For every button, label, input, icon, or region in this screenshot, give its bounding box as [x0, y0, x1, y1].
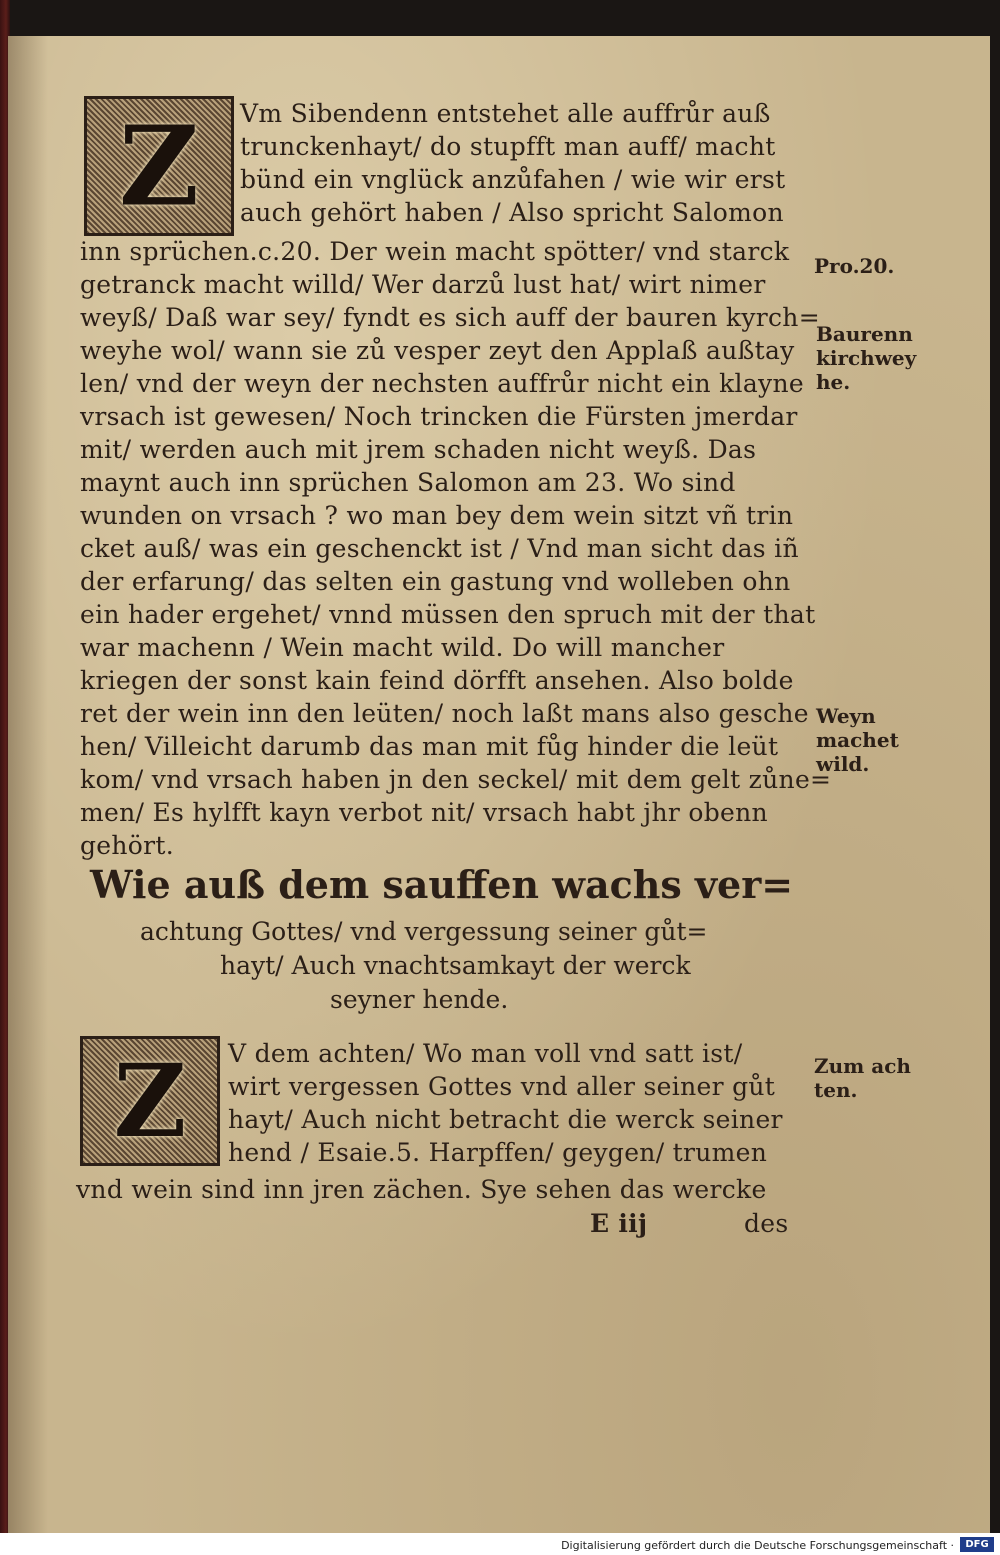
heading-line-2: achtung Gottes/ vnd vergessung seiner gůt= [140, 917, 708, 946]
signature-mark: E iij [590, 1209, 648, 1238]
margin-note-line: Zum ach [814, 1054, 911, 1078]
heading-line-1: Wie auß dem sauffen wachs ver= [90, 862, 794, 907]
margin-note-line: wild. [816, 752, 870, 776]
gutter-shadow [8, 36, 48, 1533]
text-line: ein hader ergehet/ vnnd müssen den spruch mit der that [80, 600, 816, 629]
initial-letter: Z [113, 1042, 187, 1160]
catchword: des [744, 1209, 789, 1238]
text-line: weyhe wol/ wann sie zů vesper zeyt den Applaß außtay [80, 336, 795, 365]
text-line: der erfarung/ das selten ein gastung vnd wolleben ohn [80, 567, 791, 596]
text-line: maynt auch inn sprüchen Salomon am 23. Wo sind [80, 468, 736, 497]
text-line: V dem achten/ Wo man voll vnd satt ist/ [228, 1039, 743, 1068]
text-line: wunden on vrsach ? wo man bey dem wein sitzt vñ trin [80, 501, 794, 530]
text-line: hen/ Villeicht darumb das man mit fůg hinder die leüt [80, 732, 779, 761]
text-line: kriegen der sonst kain feind dörfft ansehen. Also bolde [80, 666, 794, 695]
heading-line-4: seyner hende. [330, 985, 509, 1014]
text-line: inn sprüchen.c.20. Der wein macht spötter/ vnd starck [80, 237, 790, 266]
text-line: vrsach ist gewesen/ Noch trincken die Fürsten jmerdar [80, 402, 798, 431]
text-line: vnd wein sind inn jren zächen. Sye sehen das wercke [76, 1175, 767, 1204]
text-line: trunckenhayt/ do stupfft man auff/ macht [240, 132, 776, 161]
dfg-logo-icon: DFG [960, 1537, 994, 1552]
margin-note-weyn-machet-wild [816, 704, 899, 776]
text-line: kom/ vnd vrsach haben jn den seckel/ mit dem gelt zůne= [80, 765, 832, 794]
heading-line-3: hayt/ Auch vnachtsamkayt der werck [220, 951, 691, 980]
text-line: mit/ werden auch mit jrem schaden nicht weyß. Das [80, 435, 757, 464]
text-line: gehört. [80, 831, 174, 860]
decorated-initial-z-2 [80, 1036, 220, 1166]
text-line: hayt/ Auch nicht betracht die werck seiner [228, 1105, 783, 1134]
margin-note-line: ten. [814, 1078, 858, 1102]
initial-letter: Z [118, 101, 200, 231]
margin-note-line: kirchwey [816, 346, 917, 370]
margin-note-zum-achten [814, 1054, 911, 1102]
text-line: men/ Es hylfft kayn verbot nit/ vrsach habt jhr obenn [80, 798, 768, 827]
text-line: auch gehört haben / Also spricht Salomon [240, 198, 784, 227]
text-line: war machenn / Wein macht wild. Do will mancher [80, 633, 725, 662]
footer-bar [0, 1533, 1000, 1555]
margin-note-line: he. [816, 370, 851, 394]
text-line: weyß/ Daß war sey/ fyndt es sich auff der bauren kyrch= [80, 303, 820, 332]
margin-note-pro-20 [814, 254, 894, 278]
text-line: Vm Sibendenn entstehet alle auffrůr auß [240, 99, 771, 128]
text-line: wirt vergessen Gottes vnd aller seiner gůt [228, 1072, 776, 1101]
text-line: cket auß/ was ein geschenckt ist / Vnd man sicht das iñ [80, 534, 799, 563]
text-line: len/ vnd der weyn der nechsten auffrůr nicht ein klayne [80, 369, 804, 398]
margin-note-line: Weyn [816, 704, 876, 728]
margin-note-line: Pro.20. [814, 254, 895, 278]
text-line: getranck macht willd/ Wer darzů lust hat/ wirt nimer [80, 270, 766, 299]
text-line: ret der wein inn den leüten/ noch laßt mans also gesche [80, 699, 809, 728]
margin-note-line: Baurenn [816, 322, 913, 346]
margin-note-line: machet [816, 728, 899, 752]
text-line: bünd ein vnglück anzůfahen / wie wir erst [240, 165, 786, 194]
text-line: hend / Esaie.5. Harpffen/ geygen/ trumen [228, 1138, 768, 1167]
decorated-initial-z-1 [84, 96, 234, 236]
book-page [8, 36, 990, 1533]
funding-credit: Digitalisierung gefördert durch die Deutsche Forschungsgemeinschaft · [561, 1539, 954, 1552]
margin-note-bauren-kirchweyhe [816, 322, 916, 394]
